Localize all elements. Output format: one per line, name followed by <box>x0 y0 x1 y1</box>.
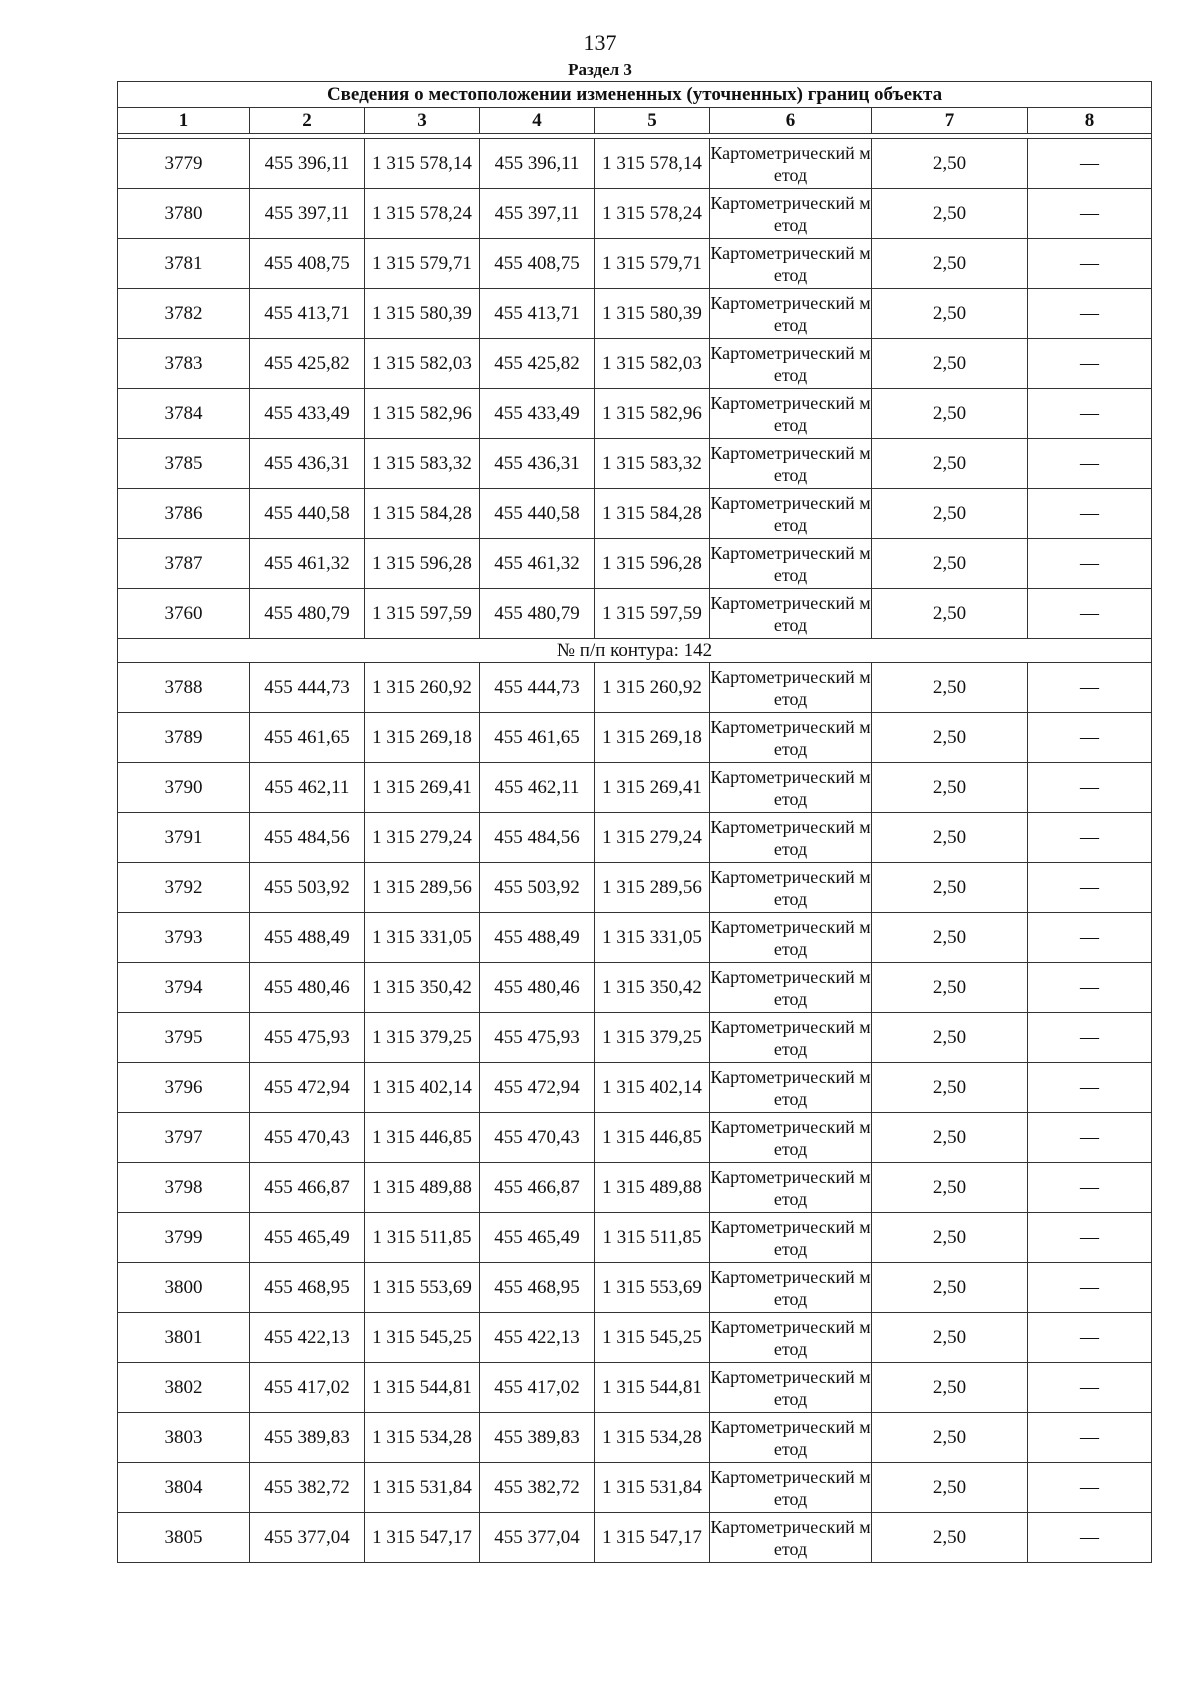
point-number-cell: 3787 <box>118 539 250 589</box>
section-title: Раздел 3 <box>568 60 632 79</box>
y-old-cell: 1 315 350,42 <box>365 963 480 1013</box>
point-number-cell: 3781 <box>118 239 250 289</box>
point-number-cell: 3779 <box>118 139 250 189</box>
description-cell: — <box>1028 489 1152 539</box>
method-cell: Картометрический метод <box>710 439 872 489</box>
y-old-cell: 1 315 596,28 <box>365 539 480 589</box>
x-new-cell: 455 417,02 <box>480 1363 595 1413</box>
x-old-cell: 455 433,49 <box>250 389 365 439</box>
method-cell: Картометрический метод <box>710 1063 872 1113</box>
y-old-cell: 1 315 553,69 <box>365 1263 480 1313</box>
point-number-cell: 3760 <box>118 589 250 639</box>
y-new-cell: 1 315 446,85 <box>595 1113 710 1163</box>
accuracy-cell: 2,50 <box>872 1463 1028 1513</box>
y-old-cell: 1 315 269,18 <box>365 713 480 763</box>
x-old-cell: 455 475,93 <box>250 1013 365 1063</box>
point-number-cell: 3802 <box>118 1363 250 1413</box>
x-old-cell: 455 461,65 <box>250 713 365 763</box>
y-new-cell: 1 315 531,84 <box>595 1463 710 1513</box>
point-number-cell: 3801 <box>118 1313 250 1363</box>
y-new-cell: 1 315 534,28 <box>595 1413 710 1463</box>
point-number-cell: 3785 <box>118 439 250 489</box>
accuracy-cell: 2,50 <box>872 189 1028 239</box>
x-old-cell: 455 484,56 <box>250 813 365 863</box>
x-new-cell: 455 413,71 <box>480 289 595 339</box>
table-row <box>118 1113 1152 1163</box>
y-new-cell: 1 315 350,42 <box>595 963 710 1013</box>
point-number-cell: 3798 <box>118 1163 250 1213</box>
y-old-cell: 1 315 289,56 <box>365 863 480 913</box>
x-new-cell: 455 480,79 <box>480 589 595 639</box>
x-old-cell: 455 382,72 <box>250 1463 365 1513</box>
table-row <box>118 439 1152 489</box>
x-new-cell: 455 382,72 <box>480 1463 595 1513</box>
y-old-cell: 1 315 534,28 <box>365 1413 480 1463</box>
accuracy-cell: 2,50 <box>872 289 1028 339</box>
x-new-cell: 455 444,73 <box>480 663 595 713</box>
method-cell: Картометрический метод <box>710 863 872 913</box>
y-old-cell: 1 315 544,81 <box>365 1363 480 1413</box>
x-old-cell: 455 465,49 <box>250 1213 365 1263</box>
table-row <box>118 763 1152 813</box>
table-row <box>118 1313 1152 1363</box>
y-old-cell: 1 315 578,24 <box>365 189 480 239</box>
table-row <box>118 289 1152 339</box>
y-old-cell: 1 315 583,32 <box>365 439 480 489</box>
accuracy-cell: 2,50 <box>872 763 1028 813</box>
description-cell: — <box>1028 589 1152 639</box>
table-body <box>118 82 1152 1563</box>
x-new-cell: 455 436,31 <box>480 439 595 489</box>
table-row <box>118 339 1152 389</box>
description-cell: — <box>1028 239 1152 289</box>
x-old-cell: 455 436,31 <box>250 439 365 489</box>
description-cell: — <box>1028 713 1152 763</box>
column-header: 8 <box>1028 108 1152 134</box>
description-cell: — <box>1028 139 1152 189</box>
y-old-cell: 1 315 545,25 <box>365 1313 480 1363</box>
point-number-cell: 3804 <box>118 1463 250 1513</box>
table-row <box>118 913 1152 963</box>
accuracy-cell: 2,50 <box>872 389 1028 439</box>
x-old-cell: 455 417,02 <box>250 1363 365 1413</box>
accuracy-cell: 2,50 <box>872 813 1028 863</box>
point-number-cell: 3797 <box>118 1113 250 1163</box>
point-number-cell: 3788 <box>118 663 250 713</box>
y-old-cell: 1 315 582,03 <box>365 339 480 389</box>
table-caption-row <box>118 82 1152 108</box>
description-cell: — <box>1028 189 1152 239</box>
point-number-cell: 3791 <box>118 813 250 863</box>
point-number-cell: 3799 <box>118 1213 250 1263</box>
y-old-cell: 1 315 379,25 <box>365 1013 480 1063</box>
accuracy-cell: 2,50 <box>872 239 1028 289</box>
point-number-cell: 3795 <box>118 1013 250 1063</box>
point-number-cell: 3782 <box>118 289 250 339</box>
x-new-cell: 455 408,75 <box>480 239 595 289</box>
method-cell: Картометрический метод <box>710 1113 872 1163</box>
contour-label: № п/п контура: 142 <box>118 639 1152 663</box>
y-new-cell: 1 315 580,39 <box>595 289 710 339</box>
method-cell: Картометрический метод <box>710 139 872 189</box>
table-row <box>118 139 1152 189</box>
table-row <box>118 1263 1152 1313</box>
method-cell: Картометрический метод <box>710 239 872 289</box>
point-number-cell: 3780 <box>118 189 250 239</box>
y-new-cell: 1 315 547,17 <box>595 1513 710 1563</box>
x-new-cell: 455 470,43 <box>480 1113 595 1163</box>
contour-label-row <box>118 639 1152 663</box>
y-new-cell: 1 315 578,24 <box>595 189 710 239</box>
description-cell: — <box>1028 389 1152 439</box>
point-number-cell: 3794 <box>118 963 250 1013</box>
x-old-cell: 455 440,58 <box>250 489 365 539</box>
y-new-cell: 1 315 289,56 <box>595 863 710 913</box>
table-row <box>118 189 1152 239</box>
coordinates-table <box>117 81 1152 1563</box>
method-cell: Картометрический метод <box>710 539 872 589</box>
description-cell: — <box>1028 763 1152 813</box>
method-cell: Картометрический метод <box>710 1213 872 1263</box>
accuracy-cell: 2,50 <box>872 1313 1028 1363</box>
description-cell: — <box>1028 1463 1152 1513</box>
column-header: 7 <box>872 108 1028 134</box>
accuracy-cell: 2,50 <box>872 1063 1028 1113</box>
y-new-cell: 1 315 269,41 <box>595 763 710 813</box>
point-number-cell: 3803 <box>118 1413 250 1463</box>
accuracy-cell: 2,50 <box>872 963 1028 1013</box>
y-new-cell: 1 315 582,03 <box>595 339 710 389</box>
accuracy-cell: 2,50 <box>872 1513 1028 1563</box>
table-row <box>118 963 1152 1013</box>
column-header: 5 <box>595 108 710 134</box>
x-new-cell: 455 396,11 <box>480 139 595 189</box>
x-old-cell: 455 466,87 <box>250 1163 365 1213</box>
table-row <box>118 539 1152 589</box>
accuracy-cell: 2,50 <box>872 1413 1028 1463</box>
table-row <box>118 1513 1152 1563</box>
accuracy-cell: 2,50 <box>872 913 1028 963</box>
description-cell: — <box>1028 663 1152 713</box>
method-cell: Картометрический метод <box>710 1163 872 1213</box>
y-new-cell: 1 315 379,25 <box>595 1013 710 1063</box>
column-header: 6 <box>710 108 872 134</box>
x-new-cell: 455 466,87 <box>480 1163 595 1213</box>
table-row <box>118 1013 1152 1063</box>
y-new-cell: 1 315 584,28 <box>595 489 710 539</box>
x-old-cell: 455 377,04 <box>250 1513 365 1563</box>
x-old-cell: 455 396,11 <box>250 139 365 189</box>
description-cell: — <box>1028 1063 1152 1113</box>
y-old-cell: 1 315 331,05 <box>365 913 480 963</box>
x-new-cell: 455 422,13 <box>480 1313 595 1363</box>
description-cell: — <box>1028 1513 1152 1563</box>
x-new-cell: 455 484,56 <box>480 813 595 863</box>
column-header-row <box>118 108 1152 134</box>
point-number-cell: 3790 <box>118 763 250 813</box>
description-cell: — <box>1028 963 1152 1013</box>
x-old-cell: 455 480,46 <box>250 963 365 1013</box>
table-caption: Сведения о местоположении измененных (уточненных) границ объекта <box>118 82 1152 108</box>
y-new-cell: 1 315 583,32 <box>595 439 710 489</box>
table-row <box>118 489 1152 539</box>
description-cell: — <box>1028 339 1152 389</box>
description-cell: — <box>1028 1013 1152 1063</box>
description-cell: — <box>1028 863 1152 913</box>
y-old-cell: 1 315 580,39 <box>365 289 480 339</box>
y-new-cell: 1 315 597,59 <box>595 589 710 639</box>
table-row <box>118 239 1152 289</box>
accuracy-cell: 2,50 <box>872 1113 1028 1163</box>
x-new-cell: 455 433,49 <box>480 389 595 439</box>
x-new-cell: 455 465,49 <box>480 1213 595 1263</box>
y-old-cell: 1 315 489,88 <box>365 1163 480 1213</box>
y-new-cell: 1 315 331,05 <box>595 913 710 963</box>
method-cell: Картометрический метод <box>710 1013 872 1063</box>
x-old-cell: 455 503,92 <box>250 863 365 913</box>
method-cell: Картометрический метод <box>710 339 872 389</box>
method-cell: Картометрический метод <box>710 1313 872 1363</box>
method-cell: Картометрический метод <box>710 1363 872 1413</box>
y-new-cell: 1 315 279,24 <box>595 813 710 863</box>
point-number-cell: 3783 <box>118 339 250 389</box>
method-cell: Картометрический метод <box>710 1513 872 1563</box>
x-old-cell: 455 462,11 <box>250 763 365 813</box>
accuracy-cell: 2,50 <box>872 539 1028 589</box>
y-old-cell: 1 315 402,14 <box>365 1063 480 1113</box>
column-header: 3 <box>365 108 480 134</box>
x-new-cell: 455 425,82 <box>480 339 595 389</box>
table-row <box>118 589 1152 639</box>
point-number-cell: 3796 <box>118 1063 250 1113</box>
method-cell: Картометрический метод <box>710 763 872 813</box>
table-row <box>118 1413 1152 1463</box>
x-new-cell: 455 397,11 <box>480 189 595 239</box>
x-old-cell: 455 470,43 <box>250 1113 365 1163</box>
table-row <box>118 663 1152 713</box>
accuracy-cell: 2,50 <box>872 1263 1028 1313</box>
method-cell: Картометрический метод <box>710 589 872 639</box>
y-new-cell: 1 315 579,71 <box>595 239 710 289</box>
x-new-cell: 455 440,58 <box>480 489 595 539</box>
y-old-cell: 1 315 260,92 <box>365 663 480 713</box>
point-number-cell: 3805 <box>118 1513 250 1563</box>
x-old-cell: 455 480,79 <box>250 589 365 639</box>
x-new-cell: 455 377,04 <box>480 1513 595 1563</box>
x-new-cell: 455 461,32 <box>480 539 595 589</box>
y-new-cell: 1 315 545,25 <box>595 1313 710 1363</box>
method-cell: Картометрический метод <box>710 1463 872 1513</box>
y-old-cell: 1 315 578,14 <box>365 139 480 189</box>
y-old-cell: 1 315 584,28 <box>365 489 480 539</box>
y-new-cell: 1 315 578,14 <box>595 139 710 189</box>
x-new-cell: 455 461,65 <box>480 713 595 763</box>
accuracy-cell: 2,50 <box>872 139 1028 189</box>
x-new-cell: 455 475,93 <box>480 1013 595 1063</box>
y-new-cell: 1 315 582,96 <box>595 389 710 439</box>
x-old-cell: 455 468,95 <box>250 1263 365 1313</box>
x-new-cell: 455 468,95 <box>480 1263 595 1313</box>
x-new-cell: 455 503,92 <box>480 863 595 913</box>
description-cell: — <box>1028 1313 1152 1363</box>
description-cell: — <box>1028 439 1152 489</box>
point-number-cell: 3786 <box>118 489 250 539</box>
x-old-cell: 455 413,71 <box>250 289 365 339</box>
description-cell: — <box>1028 1163 1152 1213</box>
x-old-cell: 455 472,94 <box>250 1063 365 1113</box>
x-old-cell: 455 408,75 <box>250 239 365 289</box>
y-new-cell: 1 315 489,88 <box>595 1163 710 1213</box>
description-cell: — <box>1028 1213 1152 1263</box>
column-header: 4 <box>480 108 595 134</box>
y-old-cell: 1 315 279,24 <box>365 813 480 863</box>
y-old-cell: 1 315 531,84 <box>365 1463 480 1513</box>
accuracy-cell: 2,50 <box>872 1363 1028 1413</box>
point-number-cell: 3792 <box>118 863 250 913</box>
method-cell: Картометрический метод <box>710 713 872 763</box>
table-row <box>118 863 1152 913</box>
method-cell: Картометрический метод <box>710 389 872 439</box>
y-new-cell: 1 315 596,28 <box>595 539 710 589</box>
method-cell: Картометрический метод <box>710 1263 872 1313</box>
table-row <box>118 1363 1152 1413</box>
description-cell: — <box>1028 1113 1152 1163</box>
x-new-cell: 455 480,46 <box>480 963 595 1013</box>
x-old-cell: 455 461,32 <box>250 539 365 589</box>
table-row <box>118 1163 1152 1213</box>
x-old-cell: 455 397,11 <box>250 189 365 239</box>
y-old-cell: 1 315 446,85 <box>365 1113 480 1163</box>
y-new-cell: 1 315 511,85 <box>595 1213 710 1263</box>
y-new-cell: 1 315 269,18 <box>595 713 710 763</box>
table-row <box>118 389 1152 439</box>
method-cell: Картометрический метод <box>710 189 872 239</box>
accuracy-cell: 2,50 <box>872 863 1028 913</box>
x-new-cell: 455 462,11 <box>480 763 595 813</box>
x-old-cell: 455 425,82 <box>250 339 365 389</box>
description-cell: — <box>1028 289 1152 339</box>
point-number-cell: 3793 <box>118 913 250 963</box>
page-number: 137 <box>583 30 617 55</box>
accuracy-cell: 2,50 <box>872 1163 1028 1213</box>
point-number-cell: 3800 <box>118 1263 250 1313</box>
description-cell: — <box>1028 813 1152 863</box>
point-number-cell: 3784 <box>118 389 250 439</box>
description-cell: — <box>1028 1363 1152 1413</box>
description-cell: — <box>1028 539 1152 589</box>
y-old-cell: 1 315 579,71 <box>365 239 480 289</box>
table-row <box>118 1213 1152 1263</box>
method-cell: Картометрический метод <box>710 289 872 339</box>
y-new-cell: 1 315 260,92 <box>595 663 710 713</box>
accuracy-cell: 2,50 <box>872 339 1028 389</box>
accuracy-cell: 2,50 <box>872 589 1028 639</box>
method-cell: Картометрический метод <box>710 489 872 539</box>
y-old-cell: 1 315 582,96 <box>365 389 480 439</box>
accuracy-cell: 2,50 <box>872 489 1028 539</box>
x-new-cell: 455 472,94 <box>480 1063 595 1113</box>
y-new-cell: 1 315 402,14 <box>595 1063 710 1113</box>
table-row <box>118 813 1152 863</box>
column-header: 2 <box>250 108 365 134</box>
y-old-cell: 1 315 547,17 <box>365 1513 480 1563</box>
x-new-cell: 455 488,49 <box>480 913 595 963</box>
accuracy-cell: 2,50 <box>872 663 1028 713</box>
accuracy-cell: 2,50 <box>872 1013 1028 1063</box>
x-old-cell: 455 444,73 <box>250 663 365 713</box>
y-old-cell: 1 315 269,41 <box>365 763 480 813</box>
method-cell: Картометрический метод <box>710 1413 872 1463</box>
description-cell: — <box>1028 913 1152 963</box>
table-row <box>118 1063 1152 1113</box>
point-number-cell: 3789 <box>118 713 250 763</box>
description-cell: — <box>1028 1263 1152 1313</box>
accuracy-cell: 2,50 <box>872 713 1028 763</box>
y-old-cell: 1 315 597,59 <box>365 589 480 639</box>
x-new-cell: 455 389,83 <box>480 1413 595 1463</box>
column-header: 1 <box>118 108 250 134</box>
method-cell: Картометрический метод <box>710 813 872 863</box>
y-new-cell: 1 315 553,69 <box>595 1263 710 1313</box>
method-cell: Картометрический метод <box>710 663 872 713</box>
y-new-cell: 1 315 544,81 <box>595 1363 710 1413</box>
description-cell: — <box>1028 1413 1152 1463</box>
x-old-cell: 455 422,13 <box>250 1313 365 1363</box>
y-old-cell: 1 315 511,85 <box>365 1213 480 1263</box>
table-row <box>118 1463 1152 1513</box>
table-row <box>118 713 1152 763</box>
method-cell: Картометрический метод <box>710 913 872 963</box>
accuracy-cell: 2,50 <box>872 439 1028 489</box>
x-old-cell: 455 389,83 <box>250 1413 365 1463</box>
method-cell: Картометрический метод <box>710 963 872 1013</box>
x-old-cell: 455 488,49 <box>250 913 365 963</box>
accuracy-cell: 2,50 <box>872 1213 1028 1263</box>
